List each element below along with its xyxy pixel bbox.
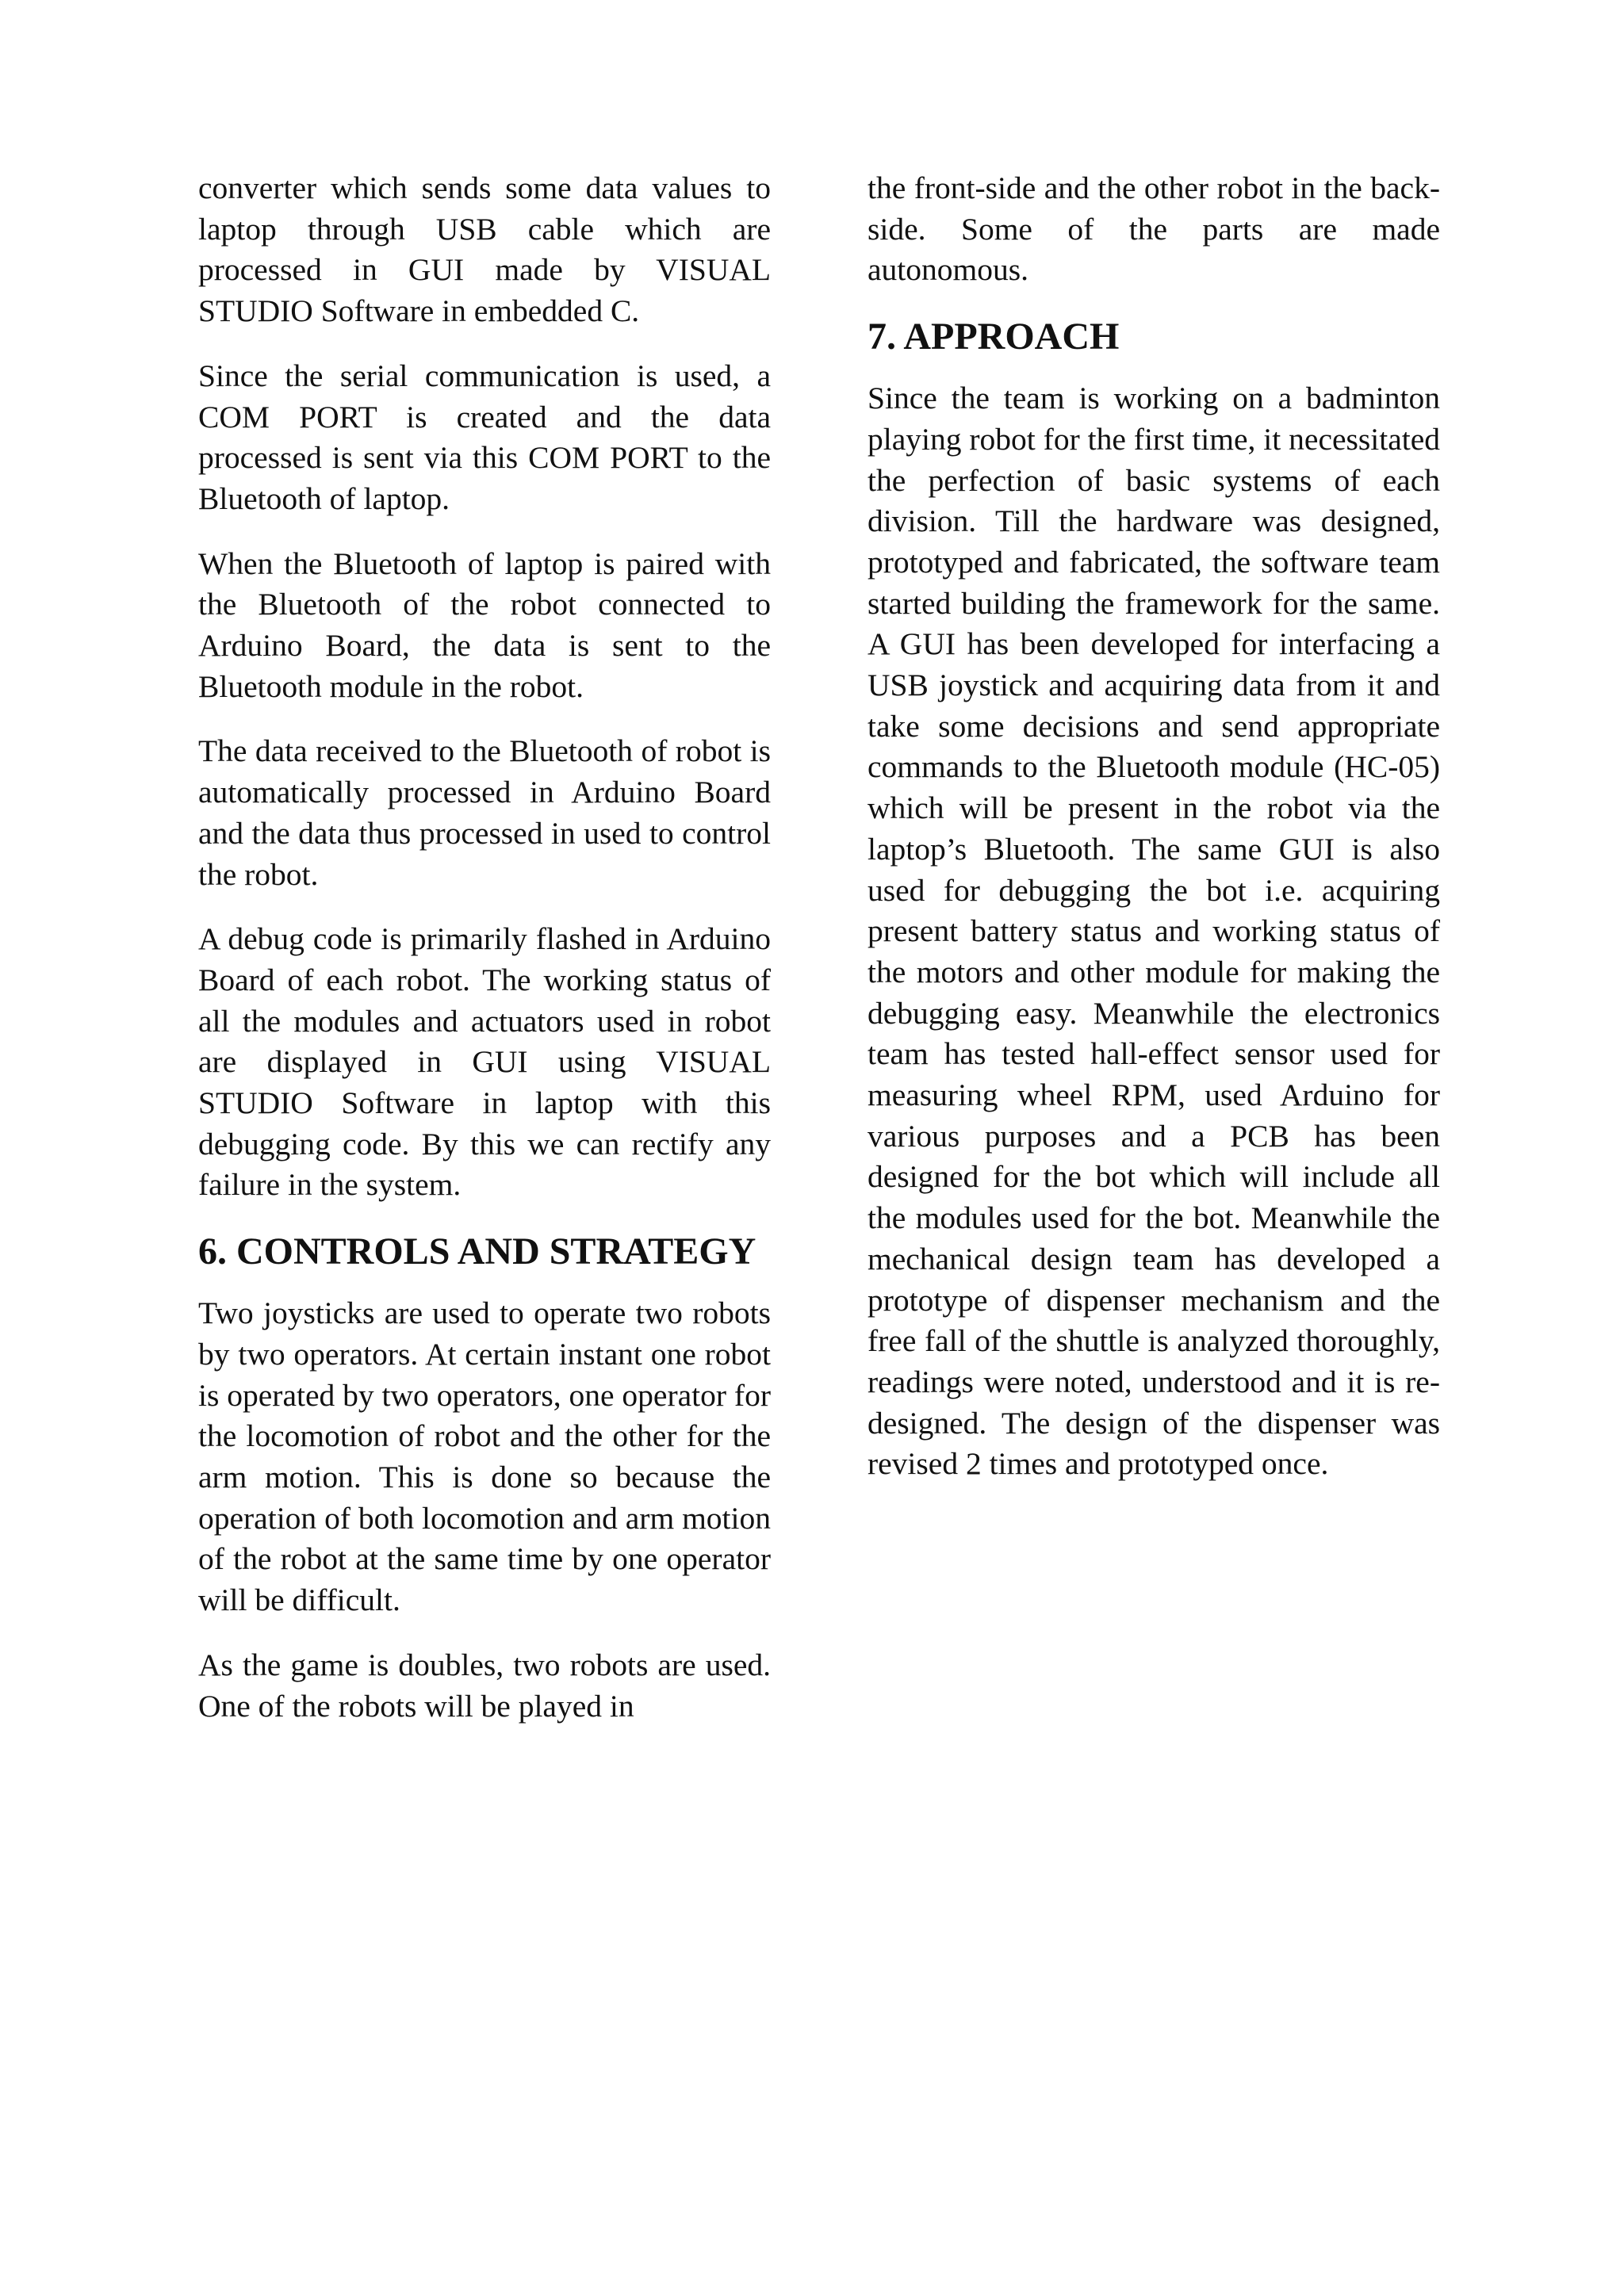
paragraph-com-port: Since the serial communication is used, a COM PORT is created and the data processed is sent via this COM PORT to the Bluetooth of laptop. bbox=[198, 358, 771, 516]
left-column bbox=[198, 168, 771, 1751]
paragraph-bluetooth-pairing: When the Bluetooth of laptop is paired with the Bluetooth of the robot connected to Arduino Board, the data is sent to the Bluetooth module in the robot. bbox=[198, 545, 771, 704]
paragraph-debug-code: A debug code is primarily flashed in Arduino Board of each robot. The working status of all the modules and actuators used in robot are displayed in GUI using VISUAL STUDIO Software in laptop with this debugging code. By this we can rectify any failure in the system. bbox=[198, 921, 771, 1203]
paragraph-serial-converter: converter which sends some data values to laptop through USB cable which are processed in GUI made by VISUAL STUDIO Software in embedded C. bbox=[198, 170, 771, 329]
paragraph-front-back-side: the front-side and the other robot in the back-side. Some of the parts are made autonomous. bbox=[868, 170, 1440, 288]
paragraph-approach: Since the team is working on a badminton playing robot for the first time, it necessitated the perfection of basic systems of each division. Till the hardware was designed, prototyped and fabricated, the software team started building the framework for the same. A GUI has been developed for interfacing a USB joystick and acquiring data from it and take some decisions and send appropriate commands to the Bluetooth module (HC-05) which will be present in the robot via the laptop’s Bluetooth. The same GUI is also used for debugging the bot i.e. acquiring present battery status and working status of the motors and other module for making the debugging easy. Meanwhile the electronics team has tested hall-effect sensor used for measuring wheel RPM, used Arduino for various purposes and a PCB has been designed for the bot which will include all the modules used for the bot. Meanwhile the mechanical design team has developed a prototype of dispenser mechanism and the free fall of the shuttle is analyzed thoroughly, readings were noted, understood and it is re-designed. The design of the dispenser was revised 2 times and prototyped once. bbox=[868, 381, 1440, 1482]
section-heading-controls-strategy: 6. CONTROLS AND STRATEGY bbox=[198, 1230, 756, 1273]
paragraph-data-processing: The data received to the Bluetooth of robot is automatically processed in Arduino Board and the data thus processed in used to control the robot. bbox=[198, 733, 771, 892]
paragraph-doubles: As the game is doubles, two robots are used. One of the robots will be played in bbox=[198, 1647, 771, 1724]
section-heading-approach: 7. APPROACH bbox=[868, 316, 1120, 358]
right-column bbox=[868, 168, 1440, 1509]
paragraph-joysticks: Two joysticks are used to operate two robots by two operators. At certain instant one robot is operated by two operators, one operator for the locomotion of robot and the other for the arm motion. This is done so because the operation of both locomotion and arm motion of the robot at the same time by one operator will be difficult. bbox=[198, 1295, 771, 1618]
